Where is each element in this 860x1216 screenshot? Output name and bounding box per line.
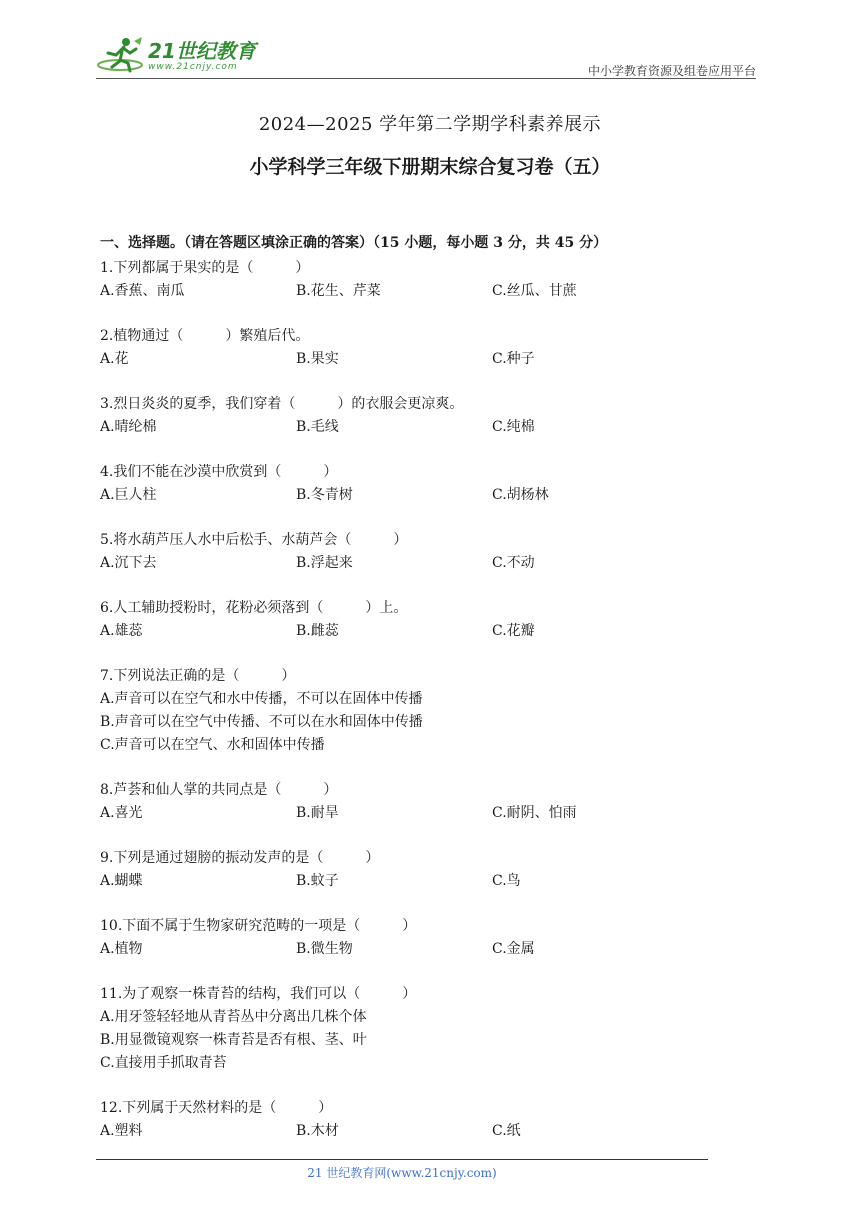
logo-title: 21世纪教育 <box>148 38 256 63</box>
question <box>100 1097 740 1143</box>
options-row <box>100 484 740 507</box>
site-logo[interactable] <box>96 34 256 78</box>
options-row <box>100 416 740 439</box>
option-c[interactable]: C.种子 <box>492 351 535 367</box>
runner-logo-icon <box>96 35 146 77</box>
question <box>100 393 740 439</box>
option-a[interactable]: A.用牙签轻轻地从青苔丛中分离出几株个体 <box>100 1009 367 1025</box>
option-a[interactable]: A.塑料 <box>100 1123 143 1139</box>
options-row <box>100 938 740 961</box>
option-c[interactable]: C.花瓣 <box>492 623 535 639</box>
question-stem: 9.下列是通过翅膀的振动发声的是（ ） <box>100 850 380 866</box>
question-stem: 6.人工辅助授粉时，花粉必须落到（ ）上。 <box>100 600 408 616</box>
option-a[interactable]: A.晴纶棉 <box>100 419 157 435</box>
option-c[interactable]: C.纯棉 <box>492 419 535 435</box>
option-b[interactable]: B.木材 <box>296 1123 339 1139</box>
option-c[interactable]: C.丝瓜、甘蔗 <box>492 283 577 299</box>
option-b[interactable]: B.蚊子 <box>296 873 339 889</box>
option-b[interactable]: B.浮起来 <box>296 555 353 571</box>
option-c[interactable]: C.纸 <box>492 1123 521 1139</box>
options-row <box>100 552 740 575</box>
question-list <box>100 234 740 1165</box>
option-c[interactable]: C.鸟 <box>492 873 521 889</box>
option-a[interactable]: A.香蕉、南瓜 <box>100 283 185 299</box>
option-b[interactable]: B.用显微镜观察一株青苔是否有根、茎、叶 <box>100 1032 367 1048</box>
option-a[interactable]: A.雄蕊 <box>100 623 143 639</box>
option-b[interactable]: B.雌蕊 <box>296 623 339 639</box>
question-stem: 7.下列说法正确的是（ ） <box>100 668 296 684</box>
options-row <box>100 348 740 371</box>
section-heading: 一、选择题。（请在答题区填涂正确的答案）（15 小题，每小题 3 分，共 45 分） <box>100 235 608 251</box>
header-divider <box>96 78 756 79</box>
options-row <box>100 280 740 303</box>
option-b[interactable]: B.微生物 <box>296 941 353 957</box>
question <box>100 665 740 757</box>
option-b[interactable]: B.耐旱 <box>296 805 339 821</box>
question-stem: 3.烈日炎炎的夏季，我们穿着（ ）的衣服会更凉爽。 <box>100 396 464 412</box>
footer-divider <box>96 1159 708 1160</box>
options-row <box>100 870 740 893</box>
question-stem: 5.将水葫芦压人水中后松手、水葫芦会（ ） <box>100 532 408 548</box>
option-b[interactable]: B.果实 <box>296 351 339 367</box>
option-a[interactable]: A.喜光 <box>100 805 143 821</box>
question-stem: 8.芦荟和仙人掌的共同点是（ ） <box>100 782 338 798</box>
option-b[interactable]: B.毛线 <box>296 419 339 435</box>
question-stem: 11.为了观察一株青苔的结构，我们可以（ ） <box>100 986 417 1002</box>
footer-link[interactable]: 21 世纪教育网(www.21cnjy.com) <box>307 1166 497 1180</box>
option-c[interactable]: C.耐阴、怕雨 <box>492 805 577 821</box>
question-stem: 1.下列都属于果实的是（ ） <box>100 260 310 276</box>
options-row <box>100 620 740 643</box>
question <box>100 325 740 371</box>
question-stem: 4.我们不能在沙漠中欣赏到（ ） <box>100 464 338 480</box>
question <box>100 529 740 575</box>
question <box>100 257 740 303</box>
exam-subtitle: 小学科学三年级下册期末综合复习卷（五） <box>249 156 611 178</box>
option-c[interactable]: C.声音可以在空气、水和固体中传播 <box>100 737 325 753</box>
option-c[interactable]: C.直接用手抓取青苔 <box>100 1055 227 1071</box>
question <box>100 779 740 825</box>
question <box>100 597 740 643</box>
option-c[interactable]: C.金属 <box>492 941 535 957</box>
option-b[interactable]: B.声音可以在空气中传播、不可以在水和固体中传播 <box>100 714 423 730</box>
logo-url: www.21cnjy.com <box>148 61 238 72</box>
option-a[interactable]: A.沉下去 <box>100 555 157 571</box>
option-a[interactable]: A.蝴蝶 <box>100 873 143 889</box>
options-row <box>100 1120 740 1143</box>
platform-tagline: 中小学教育资源及组卷应用平台 <box>587 64 756 78</box>
question-stem: 12.下列属于天然材料的是（ ） <box>100 1100 333 1116</box>
question <box>100 461 740 507</box>
question <box>100 983 740 1075</box>
option-b[interactable]: B.冬青树 <box>296 487 353 503</box>
option-c[interactable]: C.不动 <box>492 555 535 571</box>
option-a[interactable]: A.巨人柱 <box>100 487 157 503</box>
option-a[interactable]: A.植物 <box>100 941 143 957</box>
option-b[interactable]: B.花生、芹菜 <box>296 283 381 299</box>
option-a[interactable]: A.声音可以在空气和水中传播，不可以在固体中传播 <box>100 691 423 707</box>
option-c[interactable]: C.胡杨林 <box>492 487 549 503</box>
question <box>100 915 740 961</box>
page-header <box>96 34 756 82</box>
exam-title: 2024—2025 学年第二学期学科素养展示 <box>258 114 602 135</box>
question <box>100 847 740 893</box>
question-stem: 10.下面不属于生物家研究范畴的一项是（ ） <box>100 918 417 934</box>
option-a[interactable]: A.花 <box>100 351 129 367</box>
question-stem: 2.植物通过（ ）繁殖后代。 <box>100 328 310 344</box>
options-row <box>100 802 740 825</box>
